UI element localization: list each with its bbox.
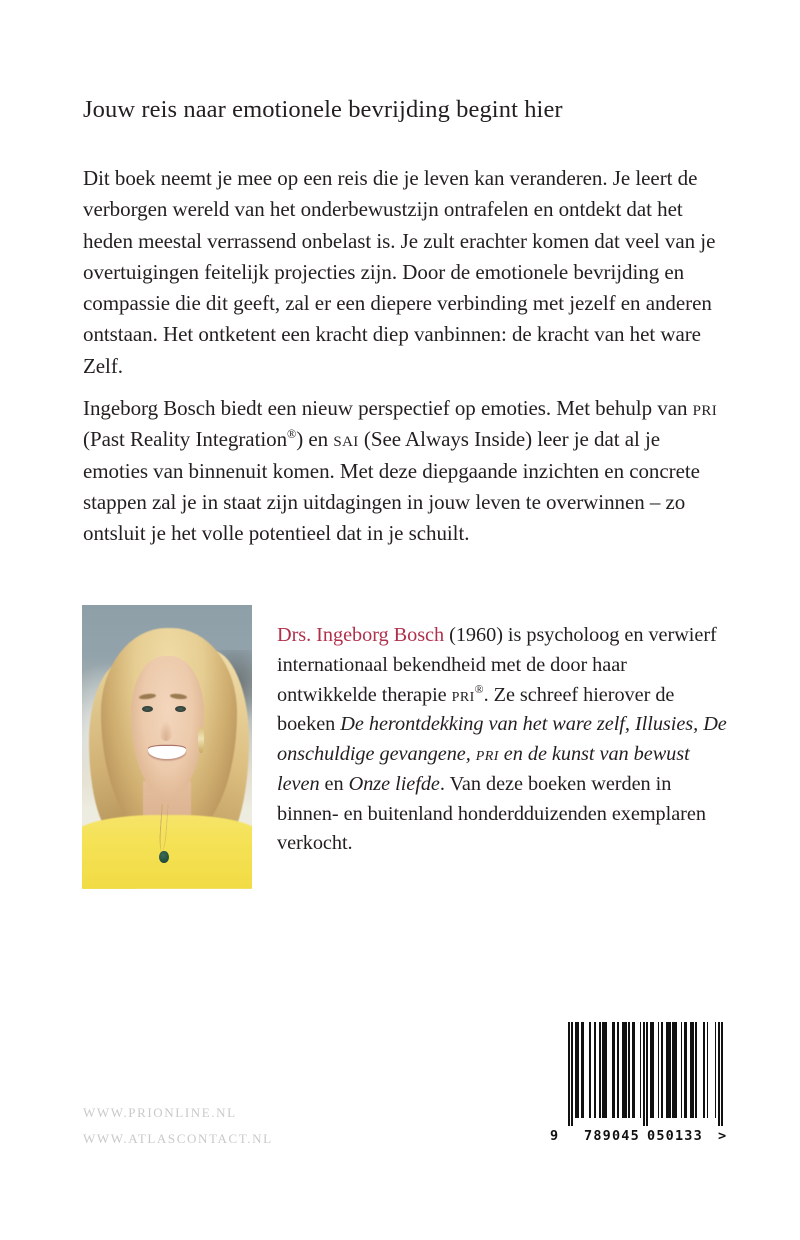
- barcode-digit-right: >: [718, 1128, 728, 1144]
- book-title-3: De onschuldige gevangene: [277, 713, 727, 766]
- blurb-p2-segment-4: (See Always Inside) leer je dat al je emoties van binnenuit komen. Met deze diepgaande inzichten en concrete stappen zal je in staat zijn uitdagingen in jouw leven te overwinnen – zo ontsluit je het volle potentieel dat in je schuilt.: [83, 427, 700, 546]
- book-title-4-abbr: pri: [475, 743, 499, 766]
- abbr-sai: sai: [333, 427, 359, 452]
- blurb-p2-segment-3: ) en: [296, 427, 334, 452]
- book-title-5: Onze liefde: [348, 772, 440, 795]
- barcode-bar: [658, 1022, 660, 1118]
- registered-mark-icon: ®: [287, 427, 297, 442]
- barcode-digit-left: 9: [550, 1128, 560, 1144]
- footer-urls: [83, 1100, 273, 1152]
- book-title-4-rest: en de kunst van bewust leven: [277, 743, 690, 795]
- barcode-bar: [703, 1022, 705, 1118]
- book-separator-4: en: [319, 772, 349, 795]
- barcode-digits-group2: 050133: [647, 1128, 703, 1144]
- author-bio-segment-1: (1960) is psycholoog en verwierf internationaal bekendheid met de door haar ontwikkelde therapie: [277, 624, 717, 706]
- abbr-pri-bio: pri: [451, 683, 475, 706]
- book-separator-3: ,: [465, 743, 476, 766]
- barcode-bar: [633, 1022, 635, 1118]
- url-prionline[interactable]: WWW.PRIONLINE.NL: [83, 1105, 237, 1120]
- book-separator-1: ,: [624, 713, 635, 736]
- barcode-bar: [589, 1022, 591, 1118]
- barcode-bar: [640, 1022, 642, 1118]
- blurb-paragraph-1: [83, 163, 729, 382]
- book-separator-2: ,: [693, 713, 704, 736]
- blurb-paragraph-2: [83, 393, 729, 549]
- barcode-bar: [606, 1022, 608, 1118]
- earring: [198, 727, 205, 753]
- barcode-bars: [568, 1022, 723, 1126]
- abbr-pri: pri: [692, 396, 718, 420]
- barcode-digits: [550, 1126, 728, 1148]
- barcode-bar: [669, 1022, 671, 1118]
- blurb-p2-segment-2: (Past Reality Integration: [83, 427, 288, 452]
- barcode-bar: [653, 1022, 655, 1118]
- barcode-bar: [707, 1022, 709, 1118]
- barcode-bar: [661, 1022, 663, 1118]
- barcode-bar: [614, 1022, 616, 1118]
- barcode-bar: [692, 1022, 694, 1118]
- barcode-bar: [643, 1022, 645, 1126]
- barcode-bar: [646, 1022, 648, 1126]
- barcode-digits-group1: 789045: [584, 1128, 640, 1144]
- necklace-pendant: [159, 851, 168, 863]
- barcode-bar: [568, 1022, 570, 1126]
- barcode-bar: [718, 1022, 720, 1126]
- barcode-bar: [599, 1022, 601, 1118]
- barcode-bar: [628, 1022, 630, 1118]
- author-bio: [277, 621, 729, 859]
- isbn-barcode: [550, 1022, 728, 1152]
- barcode-bar: [685, 1022, 687, 1118]
- barcode-bar: [721, 1022, 723, 1126]
- author-name: Drs. Ingeborg Bosch: [277, 624, 445, 647]
- barcode-bar: [681, 1022, 683, 1118]
- barcode-bar: [583, 1022, 585, 1118]
- registered-mark-icon-bio: ®: [474, 682, 484, 696]
- smile: [148, 746, 185, 759]
- url-atlascontact[interactable]: WWW.ATLASCONTACT.NL: [83, 1131, 273, 1146]
- author-bio-segment-2: . Ze schreef hierover de boeken: [277, 683, 675, 736]
- barcode-bar: [578, 1022, 580, 1118]
- barcode-bar: [617, 1022, 619, 1118]
- barcode-bar: [695, 1022, 697, 1118]
- author-bio-segment-3: . Van deze boeken werden in binnen- en buitenland honderdduizenden exemplaren verkocht.: [277, 772, 706, 855]
- barcode-bar: [676, 1022, 678, 1118]
- blurb-p2-segment-1: Ingeborg Bosch biedt een nieuw perspectief op emoties. Met behulp van: [83, 396, 693, 420]
- barcode-bar: [715, 1022, 717, 1118]
- barcode-bar: [625, 1022, 627, 1118]
- author-portrait-photo: [82, 605, 252, 889]
- barcode-bar: [571, 1022, 573, 1126]
- page-title: Jouw reis naar emotionele bevrijding begint hier: [83, 96, 563, 124]
- book-title-2: Illusies: [634, 713, 694, 736]
- barcode-bar: [594, 1022, 596, 1118]
- blurb-paragraph-1-text: Dit boek neemt je mee op een reis die je leven kan veranderen. Je leert de verborgen wereld van het onderbewustzijn ontrafelen en ontdekt dat het heden meestal verrassend onbelast is. Je zult erachter komen dat veel van je overtuigingen feitelijk projecties zijn. Door de emotionele bevrijding en compassie die dit geeft, zal er een diepere verbinding met jezelf en anderen ontstaan. Het ontketent een kracht diep vanbinnen: de kracht van het ware Zelf.: [83, 166, 716, 378]
- book-title-1: De herontdekking van het ware zelf: [340, 713, 625, 736]
- eye-right: [175, 706, 186, 713]
